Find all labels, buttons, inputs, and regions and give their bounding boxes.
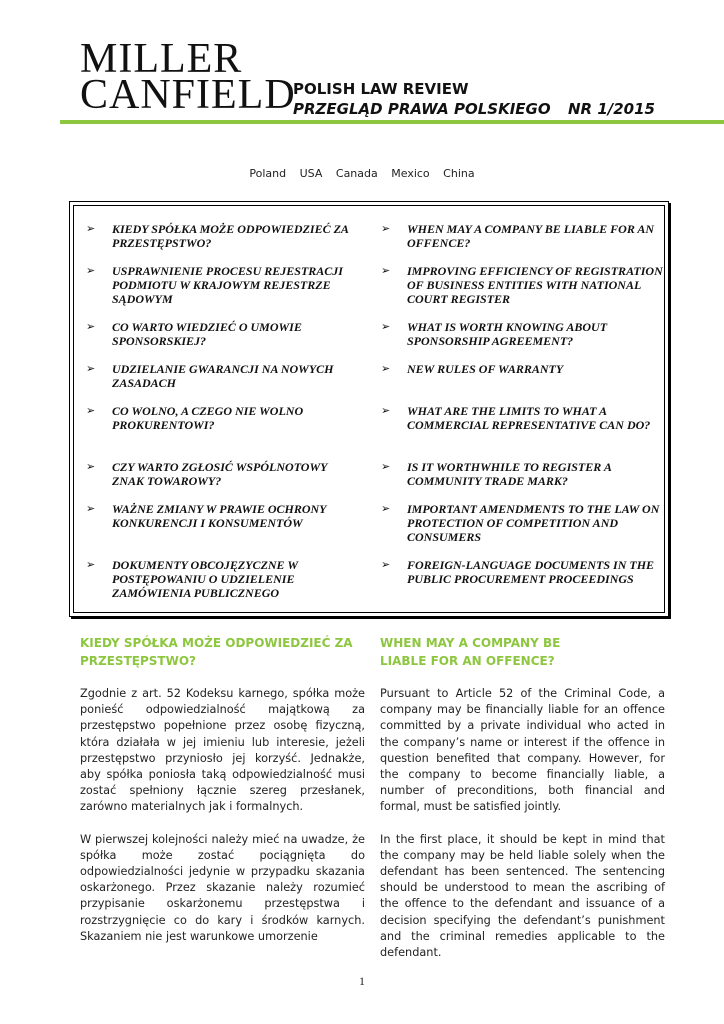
bullet-arrow-icon: ➢ <box>381 362 391 375</box>
toc-item-pl[interactable] <box>86 404 362 432</box>
toc-item-label: WAŻNE ZMIANY W PRAWIE OCHRONY KONKURENCJI I KONSUMENTÓW <box>112 502 327 530</box>
toc-item-label: WHAT IS WORTH KNOWING ABOUT SPONSORSHIP AGREEMENT? <box>407 320 608 348</box>
issue-number: NR 1/2015 <box>568 100 655 118</box>
toc-item-en[interactable] <box>381 222 665 250</box>
bullet-arrow-icon: ➢ <box>86 558 96 571</box>
toc-item-label: UDZIELANIE GWARANCJI NA NOWYCH ZASADACH <box>112 362 334 390</box>
toc-item-pl[interactable] <box>86 320 362 348</box>
toc-item-pl[interactable] <box>86 558 362 600</box>
bullet-arrow-icon: ➢ <box>381 320 391 333</box>
publication-subtitle: PRZEGLĄD PRAWA POLSKIEGO <box>293 100 551 118</box>
toc-item-label: IMPORTANT AMENDMENTS TO THE LAW ON PROTECTION OF COMPETITION AND CONSUMERS <box>407 502 660 544</box>
toc-item-label: WHAT ARE THE LIMITS TO WHAT A COMMERCIAL REPRESENTATIVE CAN DO? <box>407 404 651 432</box>
toc-item-label: FOREIGN-LANGUAGE DOCUMENTS IN THE PUBLIC PROCUREMENT PROCEEDINGS <box>407 558 655 586</box>
paragraph: Pursuant to Article 52 of the Criminal Code, a company may be financially liable for an offence committed by a private individual who acted in the company’s name or interest if the offence in question benefited that company. However, for the company to become financially liable, a number of preconditions, both financial and formal, must be satisfied jointly. <box>380 687 665 814</box>
toc-item-label: WHEN MAY A COMPANY BE LIABLE FOR AN OFFENCE? <box>407 222 655 250</box>
toc-item-pl[interactable] <box>86 362 362 390</box>
country-item: Canada <box>335 167 378 180</box>
toc-item-en[interactable] <box>381 460 665 488</box>
bullet-arrow-icon: ➢ <box>86 320 96 333</box>
bullet-arrow-icon: ➢ <box>86 362 96 375</box>
toc-item-pl[interactable] <box>86 264 362 306</box>
publication-title: POLISH LAW REVIEW <box>293 80 469 98</box>
country-item: USA <box>299 167 323 180</box>
toc-item-en[interactable] <box>381 264 665 306</box>
bullet-arrow-icon: ➢ <box>86 404 96 417</box>
article-heading-en: WHEN MAY A COMPANY BE LIABLE FOR AN OFFENCE? <box>380 636 561 668</box>
paragraph: W pierwszej kolejności należy mieć na uwadze, że spółka może zostać pociągnięta do odpowiedzialności jedynie w przypadku skazania oskarżonego. Przez skazanie należy rozumieć przypisanie oskarżonemu przestępstwa i rozstrzygnięcie co do kary i środków karnych. Skazaniem nie jest warunkowe umorzenie <box>80 832 365 943</box>
bullet-arrow-icon: ➢ <box>86 222 96 235</box>
toc-item-label: NEW RULES OF WARRANTY <box>407 362 564 376</box>
article-body-en <box>380 686 665 977</box>
toc-item-label: IMPROVING EFFICIENCY OF REGISTRATION OF BUSINESS ENTITIES WITH NATIONAL COURT REGISTER <box>407 264 663 306</box>
header-divider <box>60 120 724 124</box>
paragraph: Zgodnie z art. 52 Kodeksu karnego, spółka może ponieść odpowiedzialność majątkową za przestępstwo popełnione przez osobę fizyczną, która działała w jej imieniu lub interesie, jeżeli przestępstwo przyniosło jej korzyść. Jednakże, aby spółka poniosła taką odpowiedzialność musi zostać spełniony łącznie szereg przesłanek, zarówno materialnych jak i formalnych. <box>80 687 365 814</box>
toc-item-label: CO WARTO WIEDZIEĆ O UMOWIE SPONSORSKIEJ? <box>112 320 302 348</box>
toc-item-pl[interactable] <box>86 460 362 488</box>
bullet-arrow-icon: ➢ <box>86 264 96 277</box>
toc-item-label: DOKUMENTY OBCOJĘZYCZNE W POSTĘPOWANIU O UDZIELENIE ZAMÓWIENIA PUBLICZNEGO <box>112 558 298 600</box>
toc-item-en[interactable] <box>381 320 665 348</box>
logo-line-canfield: CANFIELD <box>80 72 296 118</box>
bullet-arrow-icon: ➢ <box>86 460 96 473</box>
toc-item-label: KIEDY SPÓŁKA MOŻE ODPOWIEDZIEĆ ZA PRZESTĘPSTWO? <box>112 222 349 250</box>
bullet-arrow-icon: ➢ <box>381 404 391 417</box>
toc-item-pl[interactable] <box>86 502 362 530</box>
toc-item-label: USPRAWNIENIE PROCESU REJESTRACJI PODMIOTU W KRAJOWYM REJESTRZE SĄDOWYM <box>112 264 343 306</box>
country-item: Mexico <box>391 167 430 180</box>
toc-item-en[interactable] <box>381 404 665 432</box>
country-list <box>0 167 724 180</box>
article-heading-pl: KIEDY SPÓŁKA MOŻE ODPOWIEDZIEĆ ZA PRZESTĘPSTWO? <box>80 636 353 668</box>
logo-line-miller: MILLER <box>80 36 243 82</box>
country-item: Poland <box>249 167 287 180</box>
toc-item-pl[interactable] <box>86 222 362 250</box>
country-item: China <box>443 167 475 180</box>
page-number: 1 <box>359 974 365 988</box>
toc-item-label: IS IT WORTHWHILE TO REGISTER A COMMUNITY TRADE MARK? <box>407 460 612 488</box>
toc-item-en[interactable] <box>381 502 665 544</box>
toc-item-label: CO WOLNO, A CZEGO NIE WOLNO PROKURENTOWI? <box>112 404 304 432</box>
bullet-arrow-icon: ➢ <box>381 460 391 473</box>
bullet-arrow-icon: ➢ <box>381 222 391 235</box>
toc-item-label: CZY WARTO ZGŁOSIĆ WSPÓLNOTOWY ZNAK TOWAROWY? <box>112 460 328 488</box>
article-body-pl <box>80 686 365 961</box>
toc-item-en[interactable] <box>381 362 665 376</box>
bullet-arrow-icon: ➢ <box>381 264 391 277</box>
bullet-arrow-icon: ➢ <box>86 502 96 515</box>
bullet-arrow-icon: ➢ <box>381 558 391 571</box>
paragraph: In the first place, it should be kept in mind that the company may be held liable solely when the defendant has been sentenced. The sentencing should be understood to mean the ascribing of the offence to the defendant and issuance of a decision specifying the defendant’s punishment and the criminal remedies applicable to the defendant. <box>380 832 665 960</box>
bullet-arrow-icon: ➢ <box>381 502 391 515</box>
toc-item-en[interactable] <box>381 558 665 586</box>
